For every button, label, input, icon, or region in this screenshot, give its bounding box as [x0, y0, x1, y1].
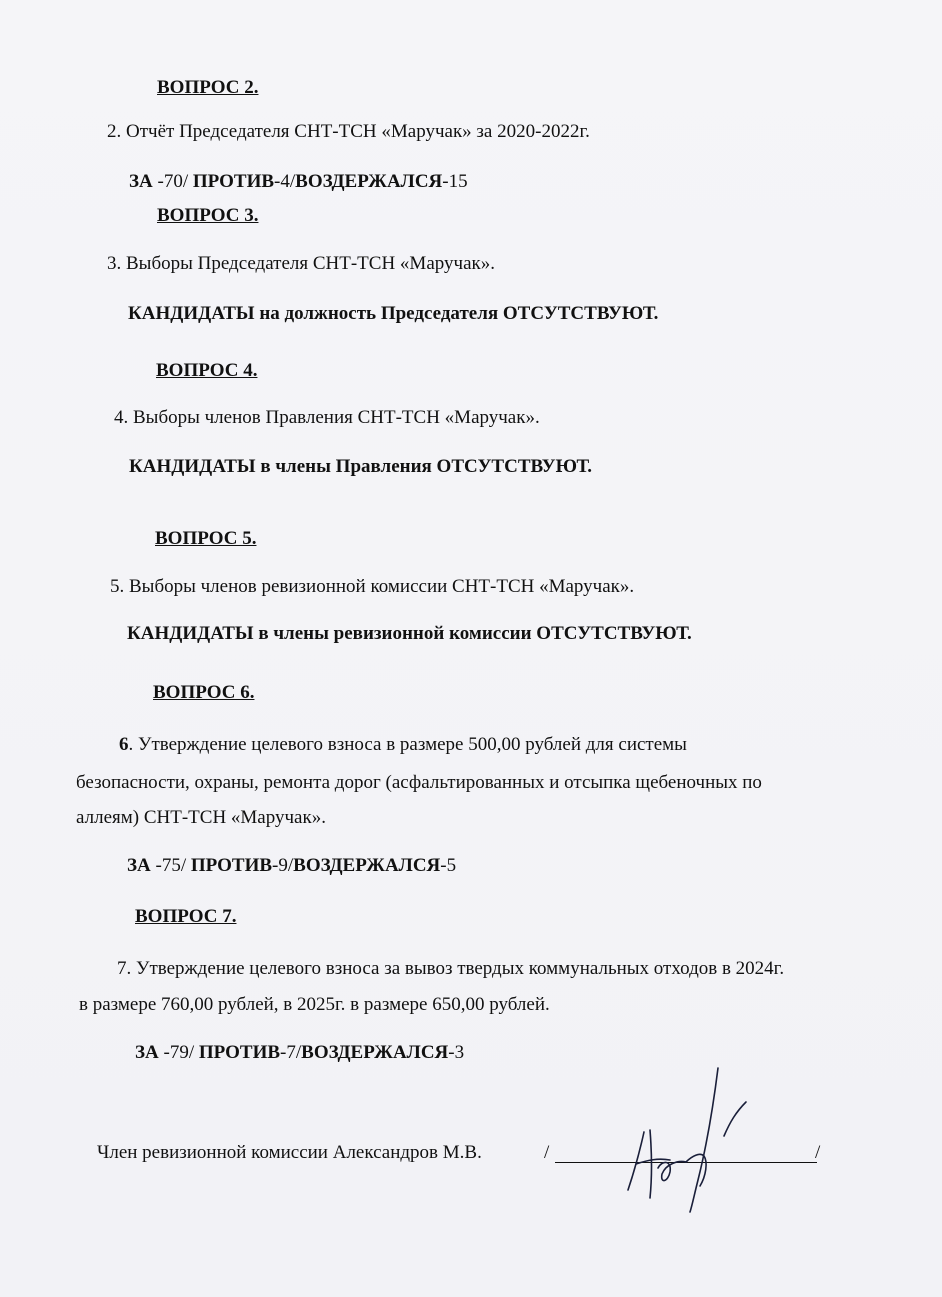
question-7-text-line1: 7. Утверждение целевого взноса за вывоз твердых коммунальных отходов в 2024г.	[117, 958, 785, 979]
question-3-result: КАНДИДАТЫ на должность Председателя ОТСУТСТВУЮТ.	[128, 303, 659, 324]
vote-vozd-value: -15	[442, 171, 468, 192]
question-4-heading: ВОПРОС 4.	[156, 360, 258, 381]
signature-slash-close: /	[815, 1142, 821, 1163]
vote-vozd-label: ВОЗДЕРЖАЛСЯ	[293, 855, 441, 876]
handwritten-signature	[600, 1060, 790, 1220]
vote-protiv-value: -7/	[280, 1042, 302, 1063]
question-4-result: КАНДИДАТЫ в члены Правления ОТСУТСТВУЮТ.	[129, 456, 593, 477]
signature-slash-open: /	[544, 1142, 550, 1163]
question-2-heading: ВОПРОС 2.	[157, 77, 259, 98]
vote-za-label: ЗА	[129, 171, 153, 192]
vote-za-value: -75/	[150, 855, 191, 876]
question-6-number: 6	[119, 734, 129, 755]
vote-vozd-label: ВОЗДЕРЖАЛСЯ	[295, 171, 443, 192]
question-4-text: 4. Выборы членов Правления СНТ-ТСН «Маручак».	[114, 407, 540, 428]
question-7-text-line2: в размере 760,00 рублей, в 2025г. в размере 650,00 рублей.	[79, 994, 550, 1015]
vote-vozd-value: -3	[448, 1042, 465, 1063]
vote-protiv-value: -9/	[272, 855, 294, 876]
vote-za-value: -79/	[158, 1042, 199, 1063]
vote-protiv-value: -4/	[274, 171, 296, 192]
vote-za-label: ЗА	[135, 1042, 159, 1063]
question-2-text: 2. Отчёт Председателя СНТ-ТСН «Маручак» за 2020-2022г.	[107, 121, 590, 142]
question-7-heading: ВОПРОС 7.	[135, 906, 237, 927]
question-5-text: 5. Выборы членов ревизионной комиссии СНТ-ТСН «Маручак».	[110, 576, 635, 597]
question-5-result: КАНДИДАТЫ в члены ревизионной комиссии ОТСУТСТВУЮТ.	[127, 623, 692, 644]
vote-za-label: ЗА	[127, 855, 151, 876]
question-2-vote	[129, 170, 468, 194]
question-7-vote	[135, 1041, 464, 1065]
vote-vozd-label: ВОЗДЕРЖАЛСЯ	[301, 1042, 449, 1063]
question-5-heading: ВОПРОС 5.	[155, 528, 257, 549]
vote-protiv-label: ПРОТИВ	[190, 855, 273, 876]
question-6-vote	[127, 854, 456, 878]
question-6-text-line1	[119, 733, 687, 757]
question-3-text: 3. Выборы Председателя СНТ-ТСН «Маручак».	[107, 253, 495, 274]
signature-label: Член ревизионной комиссии Александров М.В.	[97, 1142, 482, 1163]
question-3-heading: ВОПРОС 3.	[157, 205, 259, 226]
question-6-text-line3: аллеям) СНТ-ТСН «Маручак».	[76, 807, 326, 828]
question-6-text-line2: безопасности, охраны, ремонта дорог (асфальтированных и отсыпка щебеночных по	[76, 772, 762, 793]
vote-protiv-label: ПРОТИВ	[192, 171, 275, 192]
vote-protiv-label: ПРОТИВ	[198, 1042, 281, 1063]
question-6-heading: ВОПРОС 6.	[153, 682, 255, 703]
vote-vozd-value: -5	[440, 855, 457, 876]
vote-za-value: -70/	[152, 171, 193, 192]
question-6-text-line1-rest: . Утверждение целевого взноса в размере 500,00 рублей для системы	[128, 734, 687, 755]
